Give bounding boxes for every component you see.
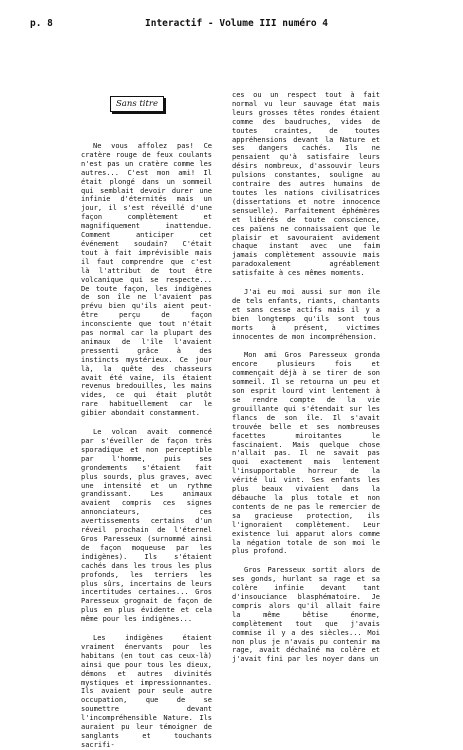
paragraph: J'ai eu moi aussi sur mon île de tels enfants, riants, chantants et sans cesse actifs mais il y a bien longtemps qu'ils sont tous morts à présent, victimes innocentes de mon incompréhension.: [232, 288, 380, 341]
paragraph: Gros Paresseux sortit alors de ses gonds, hurlant sa rage et sa colère infinie devant tant d'insouciance blasphématoire. Je compris alors qu'il allait faire la même bêtise énorme, complètement tout que j'avais commise il y a des siècles... Moi non plus je n'avais pu contenir ma rage, avait déchaîné ma colère et j'avait fini par les noyer dans un: [232, 566, 380, 664]
article-title: Sans titre: [115, 99, 159, 109]
paragraph: Le volcan avait commencé par s'éveiller de façon très sporadique et non perceptible par l'homme, puis ses grondements s'étaient fait plus sourds, plus graves, avec une intensité et un rythme grandissant. Les animaux avaient compris ces signes annonciateurs, ces avertissements certains d'un réveil prochain de l'éternel Gros Paresseux (surnommé ainsi de façon moqueuse par les indigènes). Ils s'étaient cachés dans les trous les plus profonds, les terriers les plus sûrs, incertains de leurs incertitudes certaines... Gros Paresseux grognait de façon de plus en plus évidente et cela même pour les indigènes...: [81, 428, 212, 624]
page-header: [30, 18, 433, 36]
paragraph: ces ou un respect tout à fait normal vu leur sauvage état mais leurs grosses têtes rondes étaient comme des baudruches, vides de toutes craintes, de toutes appréhensions devant la Nature et ses dangers cachés. Ils ne pensaient qu'à satisfaire leurs désirs nombreux, d'assouvir leurs pulsions constantes, souligne au contraire des autres humains de toutes les nations civilisatrices (dissertations et notre innocence sensuelle). Parfaitement éphémères et libérés de toute conscience, ces païens ne connaissaient que le plaisir et savouraient avidement chaque instant avec une faim jamais complètement assouvie mais paradoxalement agréablement satisfaite à ces mêmes moments.: [232, 91, 380, 278]
paragraph: Ne vous affolez pas! Ce cratère rouge de feux coulants n'est pas un cratère comme les autres... C'est mon ami! Il était plongé dans un sommeil qui semblait devoir durer une infinie d'éternités mais un jour, il s'est réveillé d'une façon complètement et magnifiquement inattendue. Comment anticiper cet événement soudain? C'était tout à fait imprévisible mais il faut comprendre que c'est là l'attribut de tout être volcanique qui se respecte... De toute façon, les indigènes de son île ne l'avaient pas prévu bien qu'ils aient peut-être perçu de façon inconsciente que tout n'était pas normal car la plupart des animaux de l'île l'avaient pressenti grâce à des instincts mystérieux. Ce jour là, la quête des chasseurs avait été vaine, ils étaient revenus bredouilles, les mains vides, ce qui était plutôt rare habituellement car le gibier abondait constamment.: [81, 142, 212, 418]
paragraph: Mon ami Gros Paresseux gronda encore plusieurs fois et commençait déjà à se tirer de son sommeil. Il se retourna un peu et son esprit lourd vint lentement à se rendre compte de la vie grouillante qui s'étendait sur les flancs de son île. Il s'avait trouvée belle et ses nombreuses facettes miroitantes le fascinaient. Mais quelque chose n'allait pas. Il ne savait pas quoi exactement mais lentement l'insupportable horreur de la vérité lui vint. Ses enfants les plus beaux vivaient dans la débauche la plus totale et non contents de ne pas le remercier de sa gracieuse protection, ils l'ignoraient complètement. Leur existence lui apparut alors comme la négation totale de son moi le plus profond.: [232, 351, 380, 556]
article-title-box: [110, 96, 164, 112]
left-column: [81, 142, 212, 750]
page-number: p. 8: [30, 18, 53, 29]
paragraph: Les indigènes étaient vraiment énervants pour les habitans (en tout cas ceux-là) ainsi que pour tous les dieux, démons et autres divinités mystiques et impressionnantes. Ils avaient pour seule autre occupation, que de se soumettre devant l'incompréhensible Nature. Ils auraient pu leur témoigner de sanglants et touchants sacrifi-: [81, 634, 212, 749]
right-column: [232, 91, 380, 664]
issue-title: Interactif - Volume III numéro 4: [145, 18, 329, 29]
